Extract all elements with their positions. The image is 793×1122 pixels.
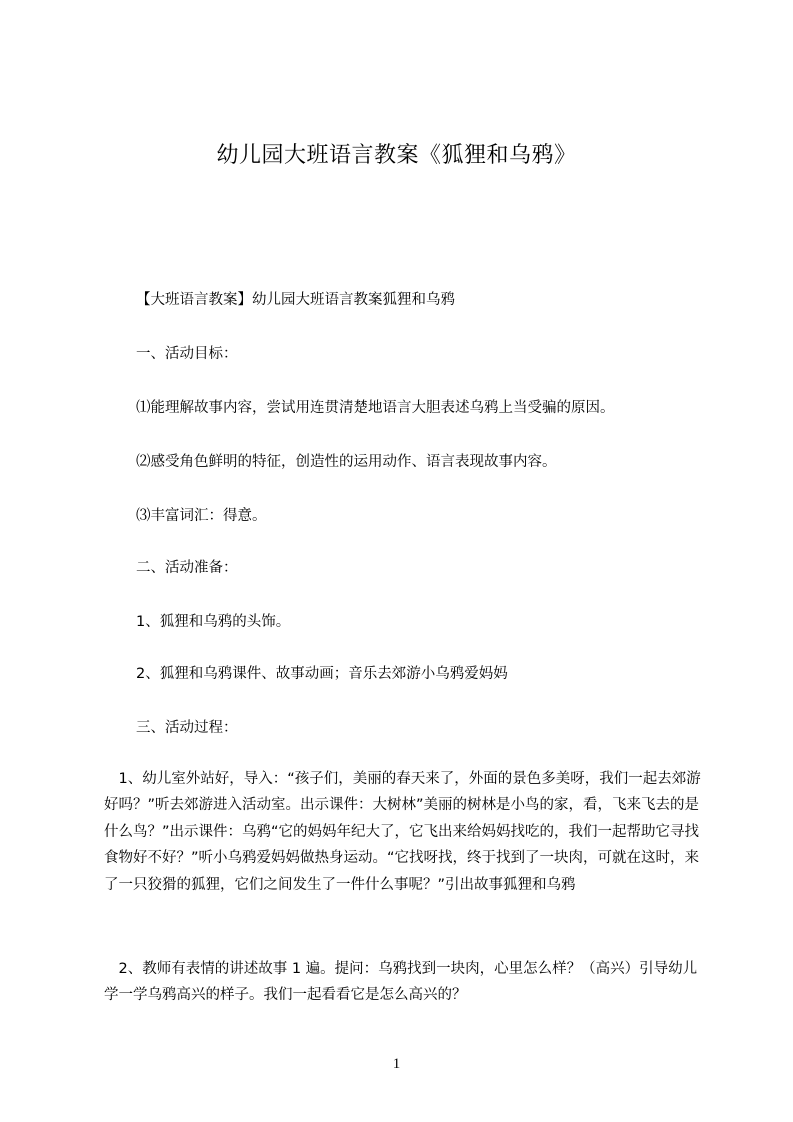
process-paragraph-1: 1、幼儿室外站好，导入：“孩子们，美丽的春天来了，外面的景色多美呀，我们一起去郊游好吗？”听去郊游进入活动室。出示课件：大树林”美丽的树林是小鸟的家，看，飞来飞去的是什么鸟？”出示课件：乌鸦“它的妈妈年纪大了，它飞出来给妈妈找吃的，我们一起帮助它寻找食物好不好？”听小乌鸦爱妈妈做热身运动。“它找呀找，终于找到了一块肉，可就在这时，来了一只狡猾的狐狸，它们之间发生了一件什么事呢？”引出故事狐狸和乌鸦	[104, 771, 701, 893]
document-title: 幼儿园大班语言教案《狐狸和乌鸦》	[216, 143, 577, 168]
section-heading-process: 三、活动过程：	[136, 720, 238, 736]
goal-item-1: ⑴能理解故事内容，尝试用连贯清楚地语言大胆表述乌鸦上当受骗的原因。	[136, 400, 615, 416]
page-number: 1	[392, 1056, 401, 1072]
process-paragraph-2: 2、教师有表情的讲述故事 1 遍。提问：乌鸦找到一块肉，心里怎么样？（高兴）引导幼儿学一学乌鸦高兴的样子。我们一起看看它是怎么高兴的？	[104, 961, 698, 1004]
goal-item-3: ⑶丰富词汇：得意。	[136, 508, 267, 524]
section-heading-main: 【大班语言教案】幼儿园大班语言教案狐狸和乌鸦	[136, 292, 455, 308]
preparation-item-2: 2、狐狸和乌鸦课件、故事动画；音乐去郊游小乌鸦爱妈妈	[136, 666, 508, 682]
preparation-item-1: 1、狐狸和乌鸦的头饰。	[136, 614, 291, 630]
section-heading-goals: 一、活动目标：	[136, 346, 238, 362]
section-heading-preparation: 二、活动准备：	[136, 560, 238, 576]
goal-item-2: ⑵感受角色鲜明的特征，创造性的运用动作、语言表现故事内容。	[136, 454, 557, 470]
